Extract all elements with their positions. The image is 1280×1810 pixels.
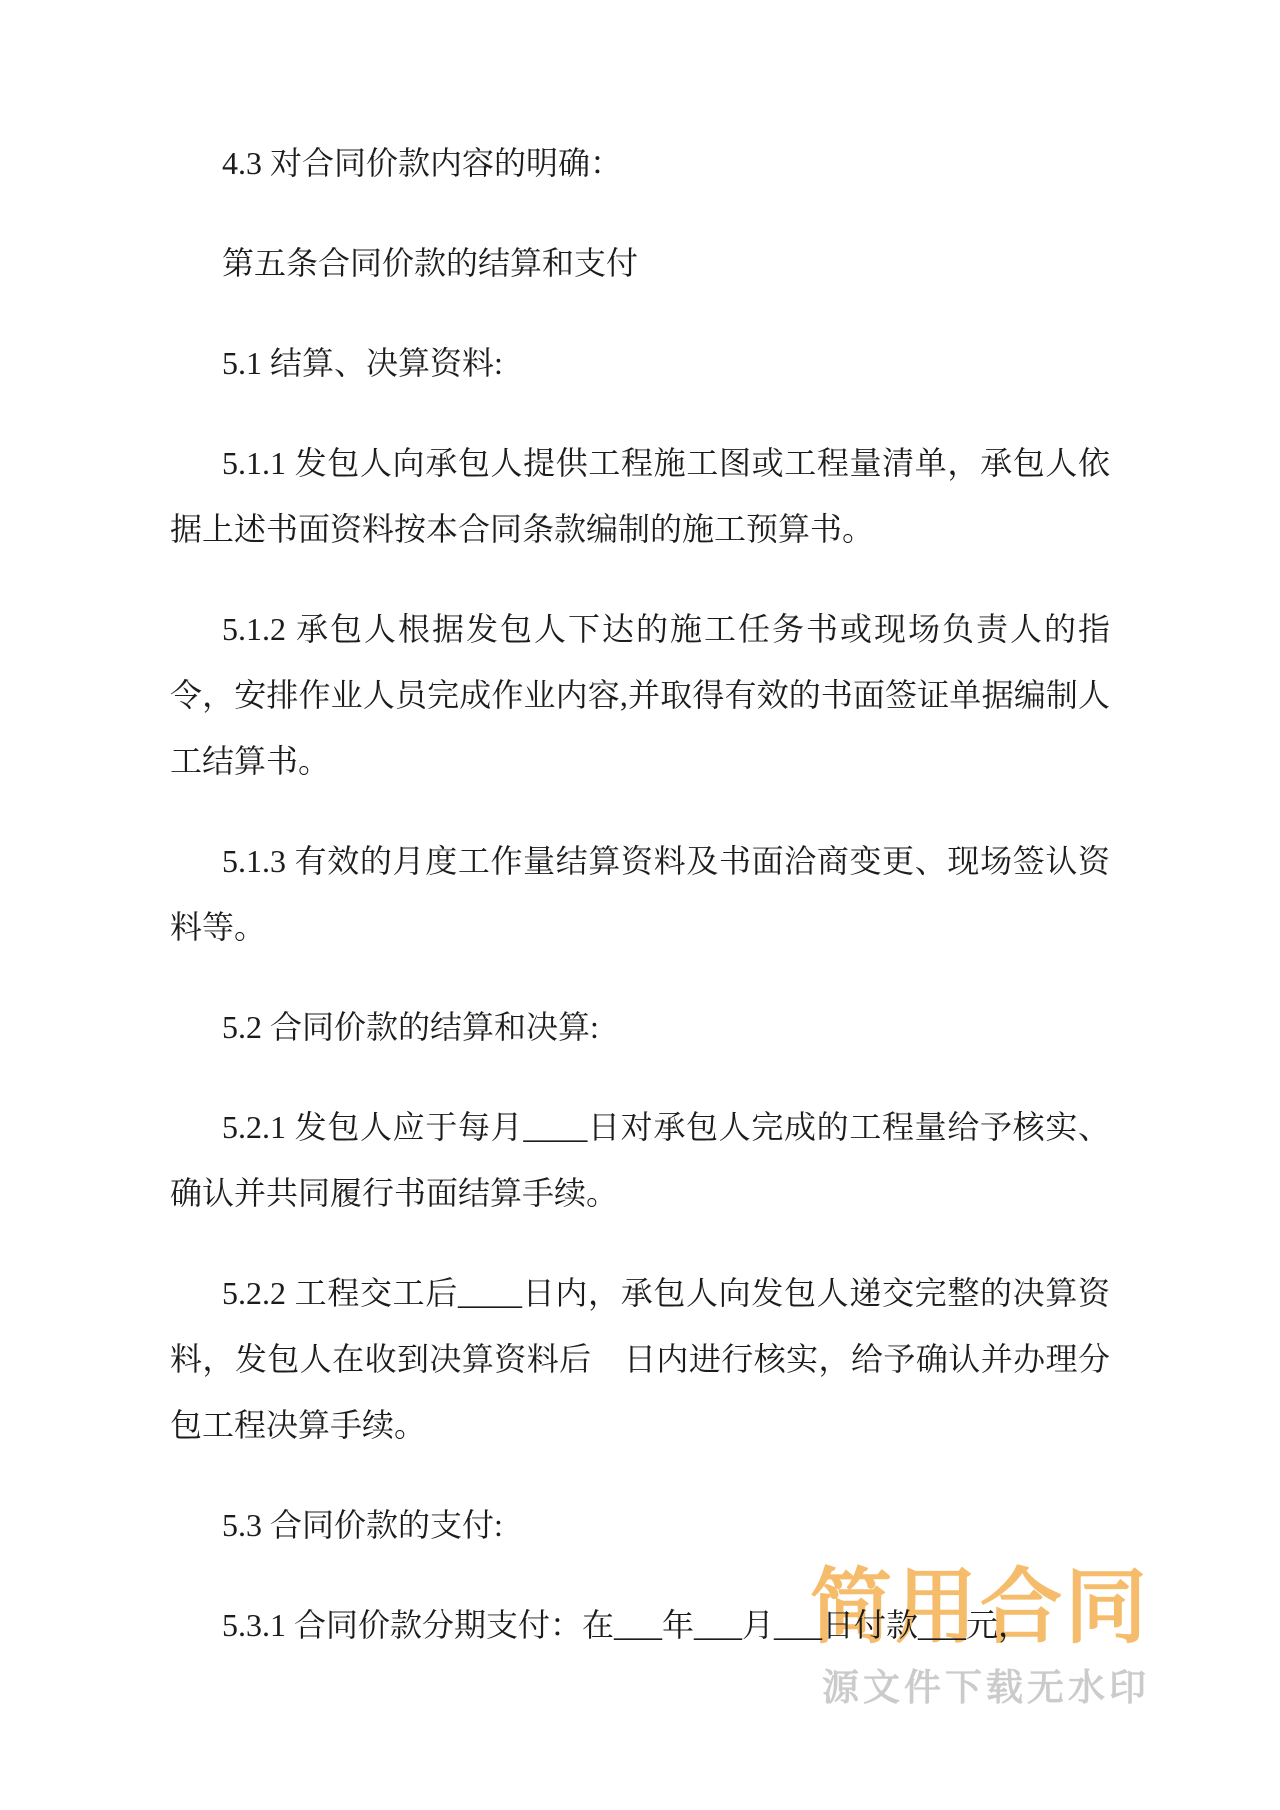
paragraph-clause-5-2-2: 5.2.2 工程交工后____日内，承包人向发包人递交完整的决算资料，发包人在收到决算资料后 日内进行核实，给予确认并办理分包工程决算手续。 xyxy=(170,1275,1110,1443)
paragraph-clause-5-2: 5.2 合同价款的结算和决算: xyxy=(222,1009,599,1045)
paragraph-clause-4-3: 4.3 对合同价款内容的明确： xyxy=(222,145,623,181)
paragraph-clause-5-2-1: 5.2.1 发包人应于每月____日对承包人完成的工程量给予核实、确认并共同履行书面结算手续。 xyxy=(170,1109,1110,1211)
paragraph-clause-5-1-2: 5.1.2 承包人根据发包人下达的施工任务书或现场负责人的指令，安排作业人员完成作业内容,并取得有效的书面签证单据编制人工结算书。 xyxy=(170,611,1110,779)
paragraph-clause-5-1-1: 5.1.1 发包人向承包人提供工程施工图或工程量清单，承包人依据上述书面资料按本合同条款编制的施工预算书。 xyxy=(170,445,1110,547)
watermark-brand-text: 简用合同 xyxy=(809,1562,1150,1653)
paragraph-clause-5-1: 5.1 结算、决算资料: xyxy=(222,345,503,381)
paragraph-clause-5-3-1: 5.3.1 合同价款分期支付：在___年___月___日付款___元， xyxy=(222,1607,1031,1643)
paragraph-clause-5-3: 5.3 合同价款的支付: xyxy=(222,1507,503,1543)
watermark-tagline-text: 源文件下载无水印 xyxy=(822,1667,1150,1708)
paragraph-clause-5-1-3: 5.1.3 有效的月度工作量结算资料及书面洽商变更、现场签认资料等。 xyxy=(170,843,1110,945)
paragraph-article-5: 第五条合同价款的结算和支付 xyxy=(222,245,639,281)
